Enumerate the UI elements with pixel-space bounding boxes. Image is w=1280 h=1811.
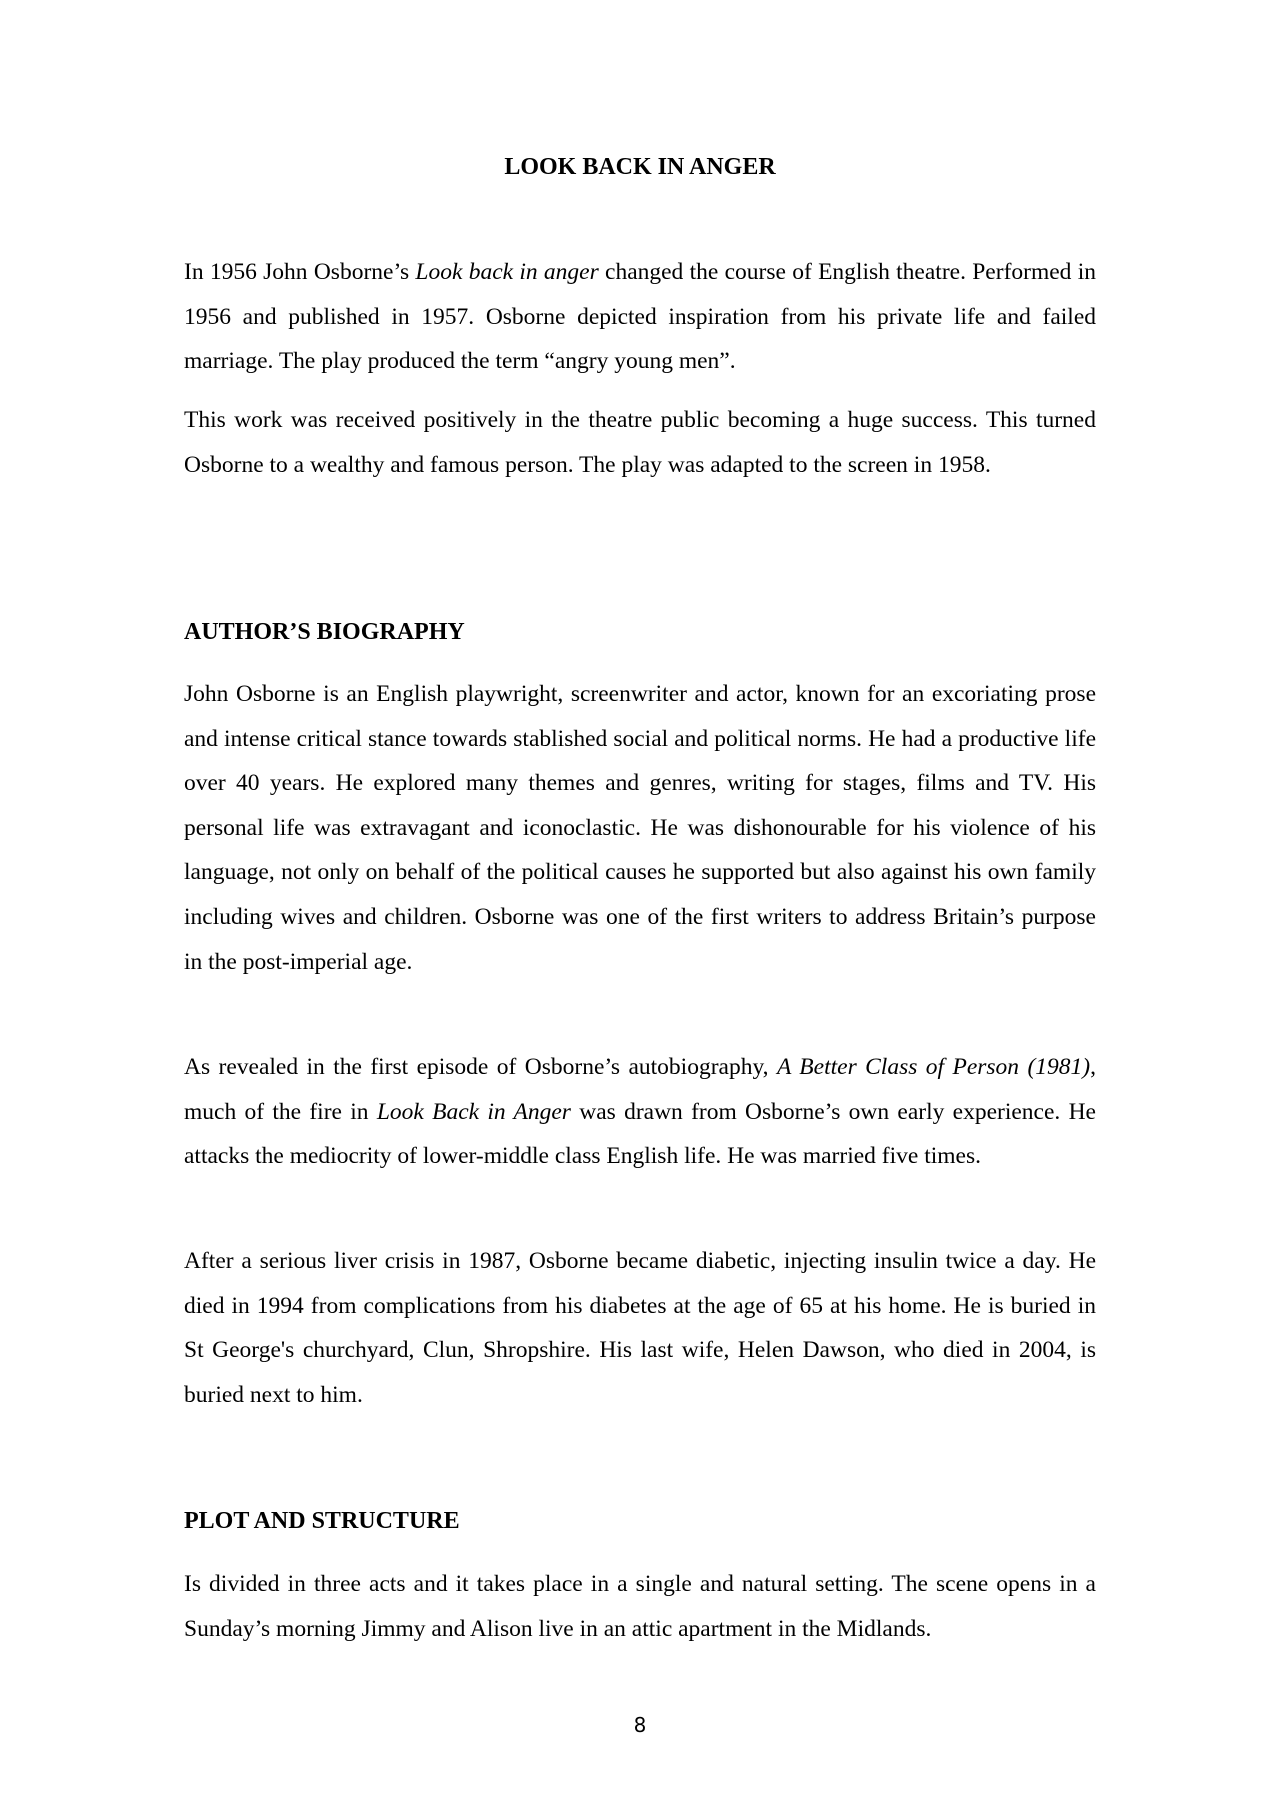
biography-text-2: , much of the fire in	[184, 1054, 1096, 1125]
biography-text-3: was drawn from Osborne’s own early experience. He attacks the mediocrity of lower-middle class English life. He was married five times.	[184, 1098, 1096, 1170]
biography-paragraph-2	[184, 1045, 1096, 1179]
plot-paragraph-1: Is divided in three acts and it takes place in a single and natural setting. The scene opens in a Sunday’s morning Jimmy and Alison live in an attic apartment in the Midlands.	[184, 1571, 1096, 1642]
intro-paragraph-1	[184, 250, 1096, 384]
intro-paragraph-2: This work was received positively in the theatre public becoming a huge success. This turned Osborne to a wealthy and famous person. The play was adapted to the screen in 1958.	[184, 407, 1096, 478]
intro-text-2: changed the course of English theatre. Performed in 1956 and published in 1957. Osborne depicted inspiration from his private life and failed marriage. The play produced the term “angry young men”.	[184, 259, 1096, 375]
document-title: LOOK BACK IN ANGER	[504, 154, 776, 180]
play-title-italic-2: Look Back in Anger	[376, 1098, 571, 1125]
biography-text-1: As revealed in the first episode of Osborne’s autobiography,	[184, 1054, 777, 1080]
page-number: 8	[633, 1713, 647, 1737]
biography-paragraph-1: John Osborne is an English playwright, screenwriter and actor, known for an excoriating prose and intense critical stance towards stablished social and political norms. He had a productive life over 40 years. He explored many themes and genres, writing for stages, films and TV. His personal life was extravagant and iconoclastic. He was dishonourable for his violence of his language, not only on behalf of the political causes he supported but also against his own family including wives and children. Osborne was one of the first writers to address Britain’s purpose in the post-imperial age.	[184, 681, 1096, 975]
autobiography-title-italic: A Better Class of Person (1981)	[776, 1054, 1091, 1080]
biography-paragraph-3: After a serious liver crisis in 1987, Osborne became diabetic, injecting insulin twice a day. He died in 1994 from complications from his diabetes at the age of 65 at his home. He is buried in St George's churchyard, Clun, Shropshire. His last wife, Helen Dawson, who died in 2004, is buried next to him.	[184, 1248, 1096, 1408]
intro-text-1: In 1956 John Osborne’s	[184, 259, 416, 285]
play-title-italic: Look back in anger	[415, 259, 599, 285]
plot-heading: PLOT AND STRUCTURE	[184, 1508, 460, 1534]
biography-heading: AUTHOR’S BIOGRAPHY	[184, 619, 465, 645]
